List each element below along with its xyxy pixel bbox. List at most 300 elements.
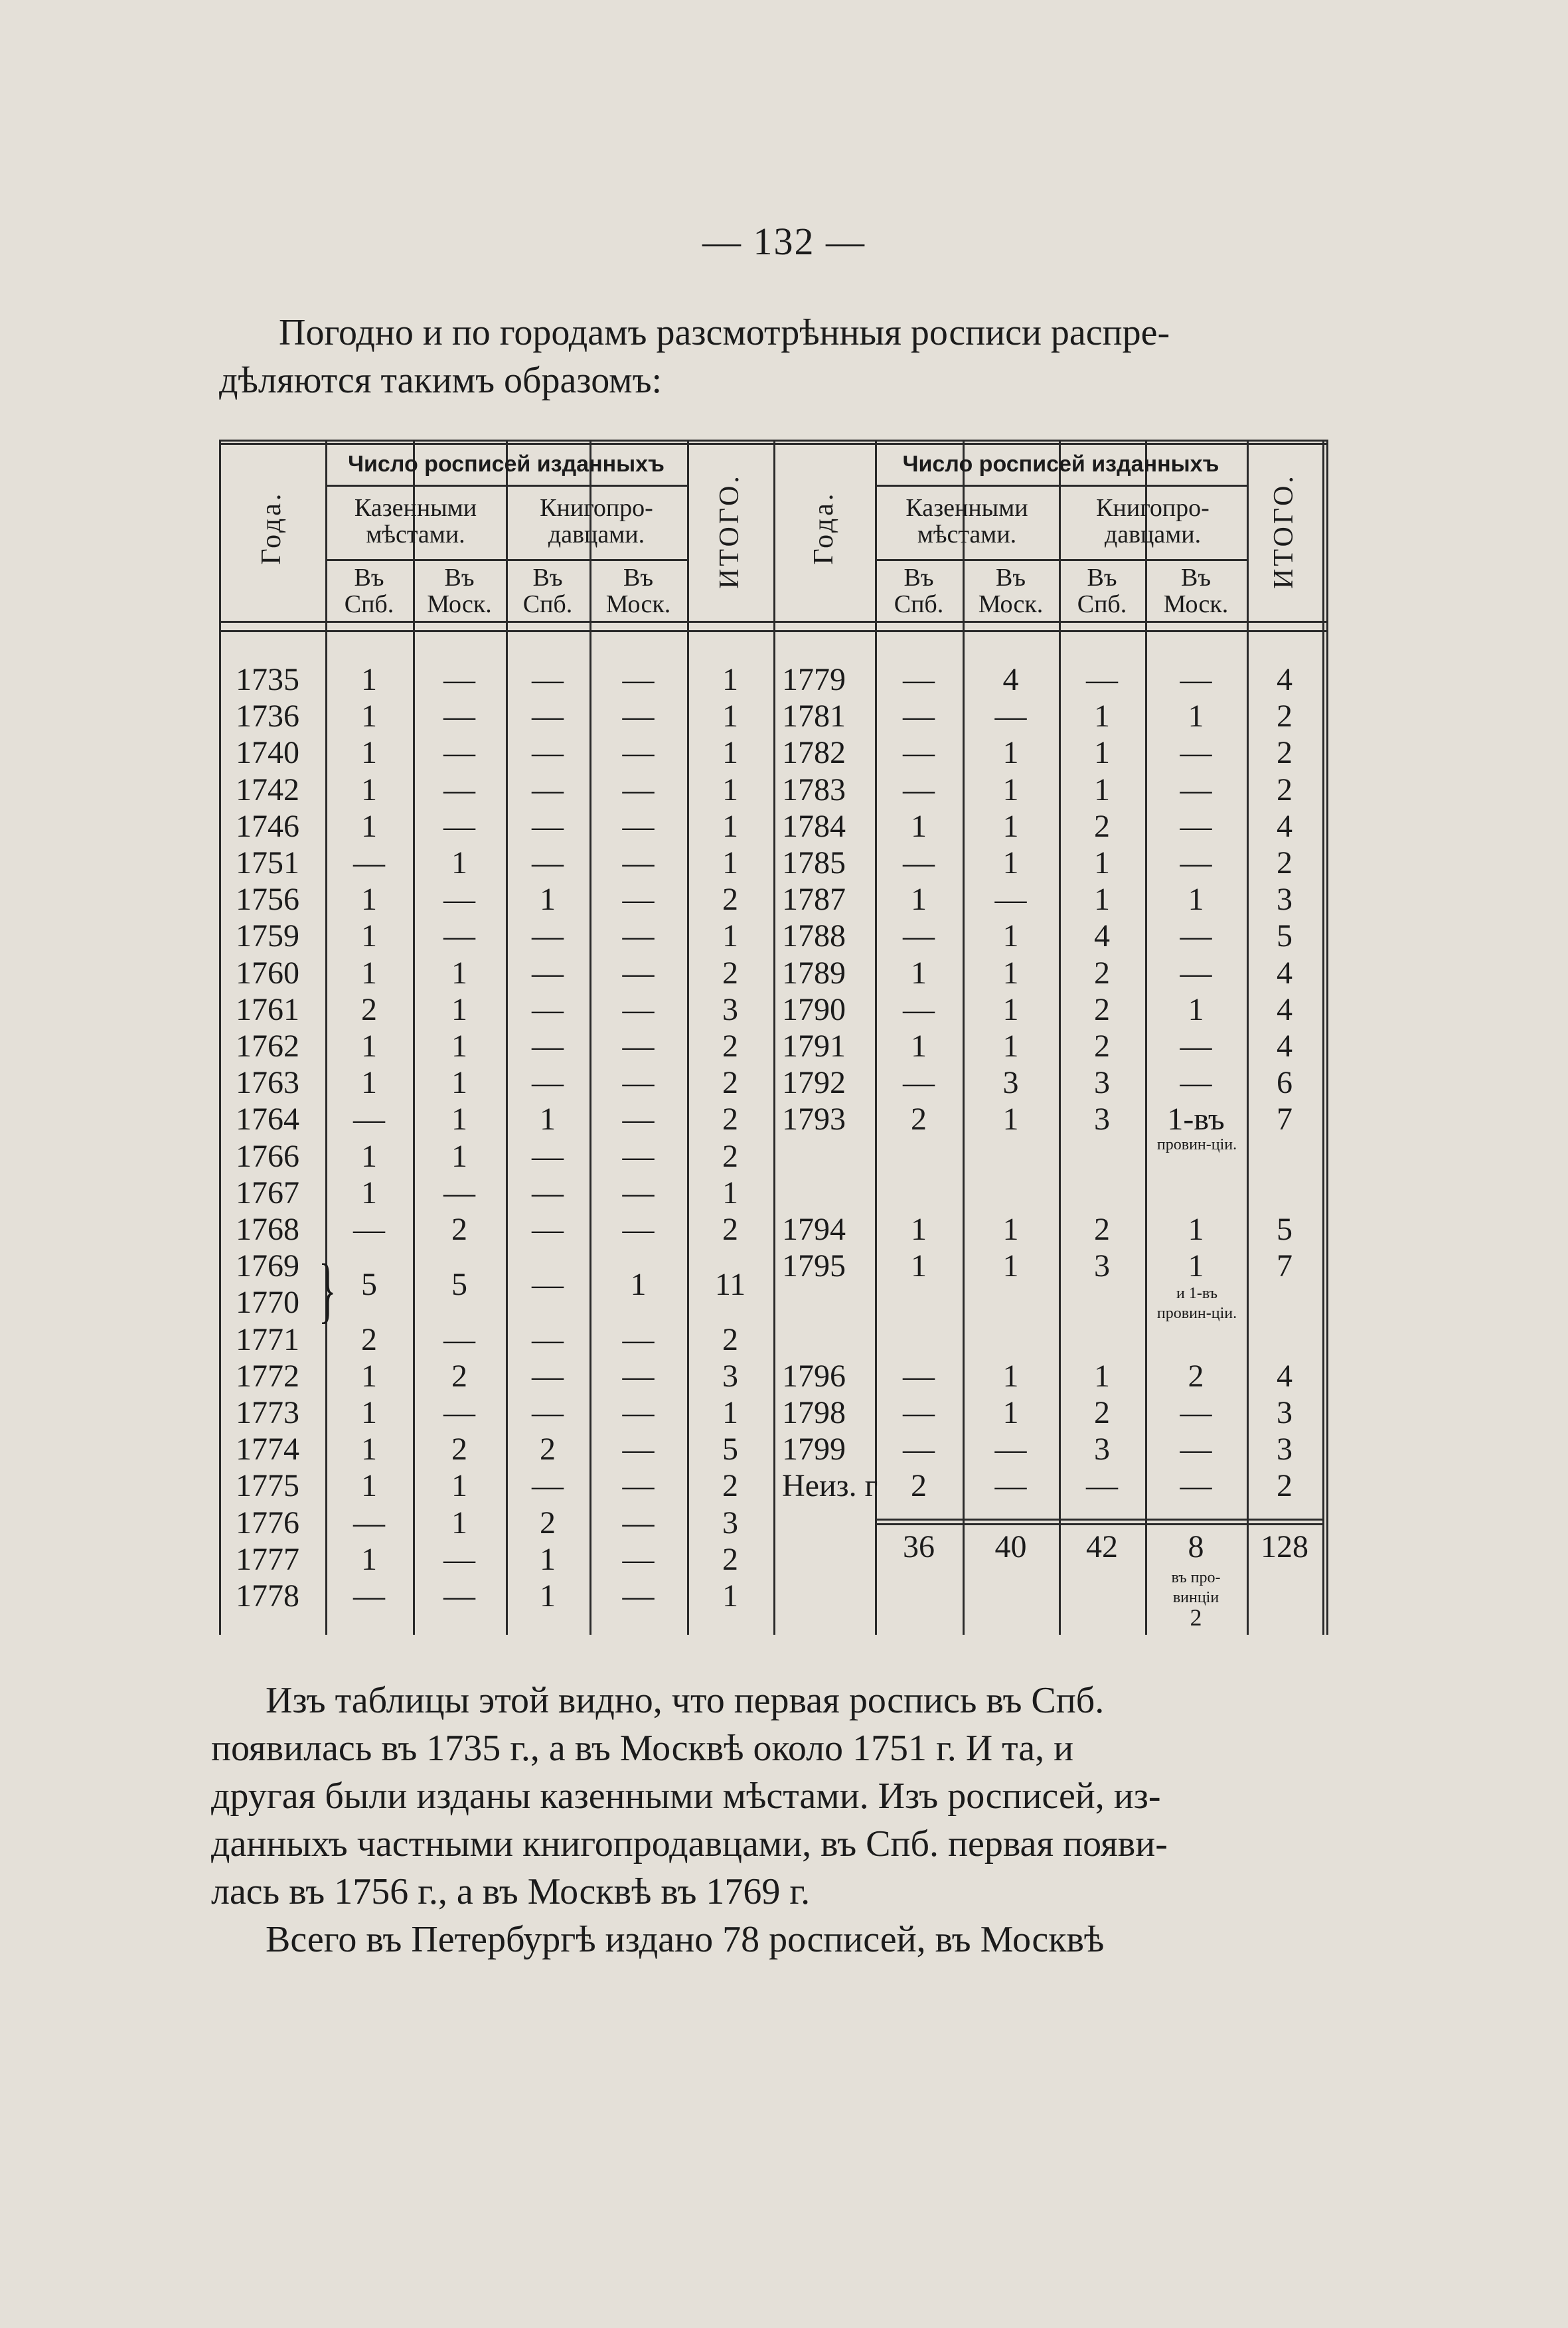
right-year-cell: 1791 [782,1029,846,1064]
right-value-cell: 1 [1002,1395,1019,1430]
right-year-cell: 1792 [782,1065,846,1101]
left-value-cell: — [532,991,564,1027]
right-value-cell: — [903,991,935,1027]
left-value-cell: — [353,1578,385,1614]
left-value-cell: 2 [722,1321,738,1357]
left-value-cell: — [622,1358,655,1394]
left-value-cell: 1 [361,1358,377,1394]
right-value-cell: — [1180,662,1212,697]
right-value-cell: — [1180,1065,1212,1101]
left-sub-header-spb: Въ Спб. [522,564,573,618]
right-value-cell: 2 [1277,845,1293,880]
left-year-cell: 1777 [236,1541,299,1577]
right-year-cell: 1799 [782,1432,846,1467]
left-value-cell: — [622,918,655,954]
right-value-cell: 4 [1002,662,1019,697]
right-value-cell: 1 [1094,1358,1110,1394]
right-value-cell: 4 [1277,662,1293,697]
right-value-cell: 1 [1002,772,1019,807]
left-value-cell: — [622,772,655,807]
left-value-cell: — [622,1212,655,1247]
left-value-cell: — [443,1541,475,1577]
left-year-cell: 1773 [236,1395,299,1430]
left-year-cell: 1775 [236,1468,299,1504]
left-sub-header-mosk: Въ Моск. [427,564,492,618]
left-year-cell: 1768 [236,1212,299,1247]
paragraph-line-1: Изъ таблицы этой видно, что первая роспись въ Спб. [266,1680,1105,1721]
right-value-cell: 3 [1094,1432,1110,1467]
left-value-cell: — [443,808,475,844]
right-value-cell: — [1180,955,1212,991]
right-value-cell: 3 [1094,1065,1110,1101]
right-value-cell: 2 [1094,955,1110,991]
totals-rule-2 [875,1523,1322,1525]
left-value-cell: 1 [540,1541,556,1577]
left-value-cell: 2 [361,1321,377,1357]
left-value-cell: — [532,845,564,880]
table-column-rule [773,440,775,1635]
table-right-border-thick [1326,440,1328,1635]
left-value-cell: — [622,1138,655,1174]
left-value-cell: — [443,772,475,807]
right-year-cell: 1795 [782,1248,846,1284]
left-value-cell: 5 [451,1266,467,1302]
left-value-cell: 1 [361,1138,377,1174]
totals-note: винціи [1172,1589,1219,1606]
right-value-cell: 1 [1002,735,1019,771]
left-value-cell: — [443,1175,475,1210]
left-value-cell: 1 [722,808,738,844]
left-value-cell: — [622,1541,655,1577]
left-value-cell: 3 [722,1358,738,1394]
left-value-cell: — [443,1321,475,1357]
right-itogo-header: ИТОГО. [1269,473,1299,589]
right-value-cell: 2 [1277,1468,1293,1504]
left-year-cell: 1764 [236,1102,299,1137]
left-value-cell: — [353,845,385,880]
left-value-cell: 1 [361,1175,377,1210]
left-value-cell: 1 [722,1395,738,1430]
left-value-cell: 1 [361,772,377,807]
note-1793: провин-ціи. [1156,1136,1237,1154]
left-year-cell: 1735 [236,662,299,697]
left-value-cell: 1 [361,918,377,954]
left-value-cell: — [622,955,655,991]
right-value-cell: 1 [1002,1212,1019,1247]
left-value-cell: — [443,918,475,954]
left-value-cell: 1 [451,845,467,880]
left-value-cell: — [532,808,564,844]
right-value-cell: 4 [1094,918,1110,954]
left-value-cell: 1 [540,1578,556,1614]
left-value-cell: — [622,1065,655,1101]
table-header-rule [219,621,1328,623]
left-value-cell: — [622,1578,655,1614]
right-value-cell: 1 [1094,772,1110,807]
right-value-cell: 1 [1002,1102,1019,1137]
paragraph-line-4: данныхъ частными книгопродавцами, въ Спб. первая появи- [211,1823,1168,1865]
right-value-cell: 1 [911,1248,927,1284]
right-value-cell: 1 [1188,699,1204,734]
left-value-cell: 1 [361,882,377,918]
left-value-cell: — [532,1395,564,1430]
right-value-cell: — [903,1395,935,1430]
right-sub-header-spb: Въ Спб. [1077,564,1127,618]
table-top-border-thick [219,443,1328,445]
right-value-cell: — [1180,735,1212,771]
right-value-cell: — [994,882,1027,918]
left-value-cell: — [622,991,655,1027]
right-value-cell: 4 [1277,808,1293,844]
left-value-cell: 1 [361,699,377,734]
right-value-cell: 2 [1094,991,1110,1027]
left-value-cell: 2 [451,1432,467,1467]
left-value-cell: 1 [361,662,377,697]
paragraph-line-5: лась въ 1756 г., а въ Москвѣ въ 1769 г. [211,1871,811,1912]
left-value-cell: — [532,1029,564,1064]
right-value-cell: 1 [1002,1248,1019,1284]
right-value-cell: 3 [1002,1065,1019,1101]
left-value-cell: 2 [722,1541,738,1577]
note-1795-b: провин-ціи. [1156,1305,1237,1323]
right-year-cell: Неиз. г [782,1468,878,1504]
total-cell: 40 [994,1529,1027,1564]
left-value-cell: — [532,1065,564,1101]
right-value-cell: — [903,662,935,697]
left-value-cell: — [353,1505,385,1540]
left-group-header: Число росписей изданныхъ [348,452,665,477]
right-value-cell: 1 [911,808,927,844]
right-value-cell: — [903,772,935,807]
left-value-cell: 1 [630,1266,647,1302]
right-value-cell: 3 [1277,1395,1293,1430]
left-value-cell: 2 [722,1102,738,1137]
left-value-cell: 1 [722,1175,738,1210]
left-year-cell: 1742 [236,772,299,807]
left-value-cell: 1 [361,1029,377,1064]
right-year-cell: 1789 [782,955,846,991]
left-value-cell: 1 [540,1102,556,1137]
right-value-cell: 1 [1002,808,1019,844]
right-value-cell: 2 [1094,1212,1110,1247]
right-year-cell: 1785 [782,845,846,880]
left-value-cell: 1 [451,1029,467,1064]
right-value-cell: 7 [1277,1102,1293,1137]
left-value-cell: 1 [722,845,738,880]
left-value-cell: — [532,662,564,697]
left-value-cell: — [622,1505,655,1540]
right-year-cell: 1782 [782,735,846,771]
right-value-cell: 1 [1094,699,1110,734]
total-cell: 128 [1261,1529,1308,1564]
left-year-cell: 1772 [236,1358,299,1394]
left-value-cell: — [443,1395,475,1430]
left-value-cell: 1 [361,1432,377,1467]
right-sub-header-spb: Въ Спб. [894,564,944,618]
right-value-cell: — [1086,1468,1118,1504]
right-value-cell: — [994,1468,1027,1504]
right-year-cell: 1788 [782,918,846,954]
right-value-cell: 3 [1277,1432,1293,1467]
brace-icon: } [319,1248,337,1330]
right-value-cell: 3 [1094,1248,1110,1284]
right-value-cell: — [1180,1432,1212,1467]
left-itogo-header: ИТОГО. [714,473,745,589]
left-year-cell: 1761 [236,991,299,1027]
right-year-cell: 1779 [782,662,846,697]
right-value-cell: 3 [1094,1102,1110,1137]
right-value-cell: — [1180,1029,1212,1064]
right-value-cell: 5 [1277,1212,1293,1247]
right-year-cell: 1793 [782,1102,846,1137]
right-value-cell: — [1086,662,1118,697]
left-value-cell: 2 [722,1138,738,1174]
right-value-cell: — [1180,845,1212,880]
right-value-cell: 4 [1277,991,1293,1027]
left-year-cell: 1778 [236,1578,299,1614]
right-sub-header-mosk: Въ Моск. [1163,564,1229,618]
left-year-cell: 1759 [236,918,299,954]
left-value-cell: — [443,1578,475,1614]
left-value-cell: 1 [722,699,738,734]
group-rule-right [875,485,1247,487]
right-value-cell: 3 [1277,882,1293,918]
paragraph-line-2: появилась въ 1735 г., а въ Москвѣ около 1751 г. И та, и [211,1728,1074,1769]
left-value-cell: 1 [361,1541,377,1577]
left-year-cell: 1762 [236,1029,299,1064]
left-value-cell: 1 [361,808,377,844]
right-value-cell: — [1180,808,1212,844]
left-value-cell: 1 [540,882,556,918]
right-sub-header-mosk: Въ Моск. [978,564,1044,618]
table-top-border [219,440,1328,442]
left-value-cell: — [622,1432,655,1467]
table-column-rule [219,440,221,1635]
note-1795-a: и 1-въ [1176,1285,1217,1303]
left-value-cell: — [622,699,655,734]
right-value-cell: 2 [911,1468,927,1504]
right-value-cell: 2 [1188,1358,1204,1394]
left-value-cell: 5 [361,1266,377,1302]
right-year-cell: 1798 [782,1395,846,1430]
left-value-cell: 1 [722,662,738,697]
left-year-cell: 1776 [236,1505,299,1540]
right-kazennye-header: Казенными мѣстами. [905,494,1028,548]
right-value-cell: 1 [1094,735,1110,771]
right-value-cell: — [903,918,935,954]
right-value-cell: 2 [1277,699,1293,734]
left-value-cell: — [622,1102,655,1137]
left-value-cell: 1 [361,955,377,991]
left-value-cell: 11 [714,1266,746,1302]
totals-note: 2 [1190,1604,1202,1631]
right-year-cell: 1781 [782,699,846,734]
right-value-cell: — [903,735,935,771]
left-value-cell: 2 [540,1432,556,1467]
table-header-rule-2 [219,630,1328,632]
right-year-cell: 1787 [782,882,846,918]
group-rule-left [325,485,687,487]
right-value-cell: 1 [1094,845,1110,880]
right-year-header: Года. [809,491,839,565]
left-value-cell: — [532,955,564,991]
right-value-cell: 1 [1002,991,1019,1027]
left-value-cell: 1 [361,1065,377,1101]
right-value-cell: 1 [1002,845,1019,880]
left-value-cell: 3 [722,1505,738,1540]
left-year-header: Года. [256,491,287,565]
right-value-cell: 2 [1094,1029,1110,1064]
left-year-cell: 1760 [236,955,299,991]
right-value-cell: 1 [911,882,927,918]
total-cell: 36 [903,1529,935,1564]
right-value-cell: 1-въ [1167,1102,1225,1137]
right-year-cell: 1783 [782,772,846,807]
left-value-cell: — [532,1138,564,1174]
left-year-cell: 1770 [236,1285,299,1321]
left-value-cell: — [443,662,475,697]
total-cell: 8 [1188,1529,1204,1564]
right-value-cell: — [903,845,935,880]
left-value-cell: — [443,882,475,918]
left-value-cell: — [443,699,475,734]
left-value-cell: — [532,1358,564,1394]
right-value-cell: 7 [1277,1248,1293,1284]
left-value-cell: 2 [722,1212,738,1247]
left-value-cell: 2 [451,1358,467,1394]
left-value-cell: — [532,735,564,771]
left-year-cell: 1751 [236,845,299,880]
right-value-cell: 1 [1002,1029,1019,1064]
totals-note: въ про- [1171,1569,1221,1586]
left-value-cell: 1 [361,1468,377,1504]
left-value-cell: 1 [451,1102,467,1137]
left-value-cell: — [353,1212,385,1247]
total-cell: 42 [1086,1529,1118,1564]
right-value-cell: 6 [1277,1065,1293,1101]
right-value-cell: — [994,1432,1027,1467]
page-number: — 132 — [702,220,866,263]
right-value-cell: — [903,1358,935,1394]
left-value-cell: 2 [361,991,377,1027]
left-value-cell: 1 [451,1468,467,1504]
left-value-cell: 1 [722,918,738,954]
left-knigoprod-header: Книгопро- давцами. [540,494,653,548]
right-group-header: Число росписей изданныхъ [902,452,1219,477]
left-value-cell: 2 [722,1065,738,1101]
left-value-cell: 1 [451,1065,467,1101]
right-value-cell: 1 [911,955,927,991]
subgroup-rule-right [875,559,1247,561]
subgroup-rule-left [325,559,687,561]
right-year-cell: 1794 [782,1212,846,1247]
left-value-cell: 1 [451,1505,467,1540]
left-value-cell: — [532,699,564,734]
right-value-cell: 2 [911,1102,927,1137]
left-year-cell: 1769 [236,1248,299,1284]
left-value-cell: — [532,1212,564,1247]
right-value-cell: 1 [911,1212,927,1247]
right-value-cell: — [1180,1468,1212,1504]
right-value-cell: — [1180,918,1212,954]
right-value-cell: 1 [1002,918,1019,954]
right-value-cell: — [903,699,935,734]
left-year-cell: 1736 [236,699,299,734]
intro-line-2: дѣляются такимъ образомъ: [219,360,663,401]
left-year-cell: 1756 [236,882,299,918]
left-value-cell: 1 [722,1578,738,1614]
intro-line-1: Погодно и по городамъ разсмотрѣнныя росписи распре- [279,312,1170,353]
right-value-cell: 5 [1277,918,1293,954]
left-value-cell: — [622,1395,655,1430]
left-value-cell: 2 [540,1505,556,1540]
right-value-cell: 2 [1094,808,1110,844]
right-value-cell: — [994,699,1027,734]
right-value-cell: — [903,1432,935,1467]
left-year-cell: 1771 [236,1321,299,1357]
left-year-cell: 1740 [236,735,299,771]
left-year-cell: 1774 [236,1432,299,1467]
right-value-cell: 1 [1188,1212,1204,1247]
left-value-cell: 1 [361,1395,377,1430]
right-value-cell: 4 [1277,955,1293,991]
left-value-cell: 2 [722,882,738,918]
right-value-cell: 4 [1277,1358,1293,1394]
left-value-cell: — [622,1468,655,1504]
right-knigoprod-header: Книгопро- давцами. [1096,494,1210,548]
right-value-cell: 1 [911,1029,927,1064]
right-value-cell: 1 [1002,1358,1019,1394]
right-value-cell: 1 [1094,882,1110,918]
right-value-cell: 2 [1277,772,1293,807]
right-value-cell: — [1180,1395,1212,1430]
left-sub-header-spb: Въ Спб. [344,564,394,618]
left-value-cell: 1 [361,735,377,771]
left-value-cell: — [622,1029,655,1064]
left-value-cell: 1 [451,955,467,991]
paragraph-line-6: Всего въ Петербургѣ издано 78 росписей, въ Москвѣ [266,1919,1105,1960]
right-value-cell: — [1180,772,1212,807]
left-value-cell: — [532,1266,564,1302]
totals-rule [875,1519,1322,1521]
left-value-cell: 2 [722,1029,738,1064]
left-value-cell: — [353,1102,385,1137]
left-value-cell: — [532,772,564,807]
right-value-cell: 4 [1277,1029,1293,1064]
left-value-cell: 2 [722,955,738,991]
right-value-cell: 1 [1188,991,1204,1027]
right-value-cell: 1 [1188,1248,1204,1284]
left-value-cell: 2 [722,1468,738,1504]
left-year-cell: 1767 [236,1175,299,1210]
right-value-cell: 1 [1002,955,1019,991]
left-value-cell: — [622,882,655,918]
left-value-cell: — [622,1175,655,1210]
right-value-cell: 1 [1188,882,1204,918]
table-right-border [1322,440,1324,1635]
paragraph-line-3: другая были изданы казенными мѣстами. Изъ росписей, из- [211,1776,1161,1817]
left-kazennye-header: Казенными мѣстами. [354,494,477,548]
left-value-cell: 2 [451,1212,467,1247]
left-value-cell: — [622,662,655,697]
left-value-cell: 1 [722,772,738,807]
right-value-cell: 2 [1094,1395,1110,1430]
left-year-cell: 1746 [236,808,299,844]
left-value-cell: 3 [722,991,738,1027]
left-year-cell: 1763 [236,1065,299,1101]
left-value-cell: — [622,808,655,844]
left-value-cell: — [622,735,655,771]
